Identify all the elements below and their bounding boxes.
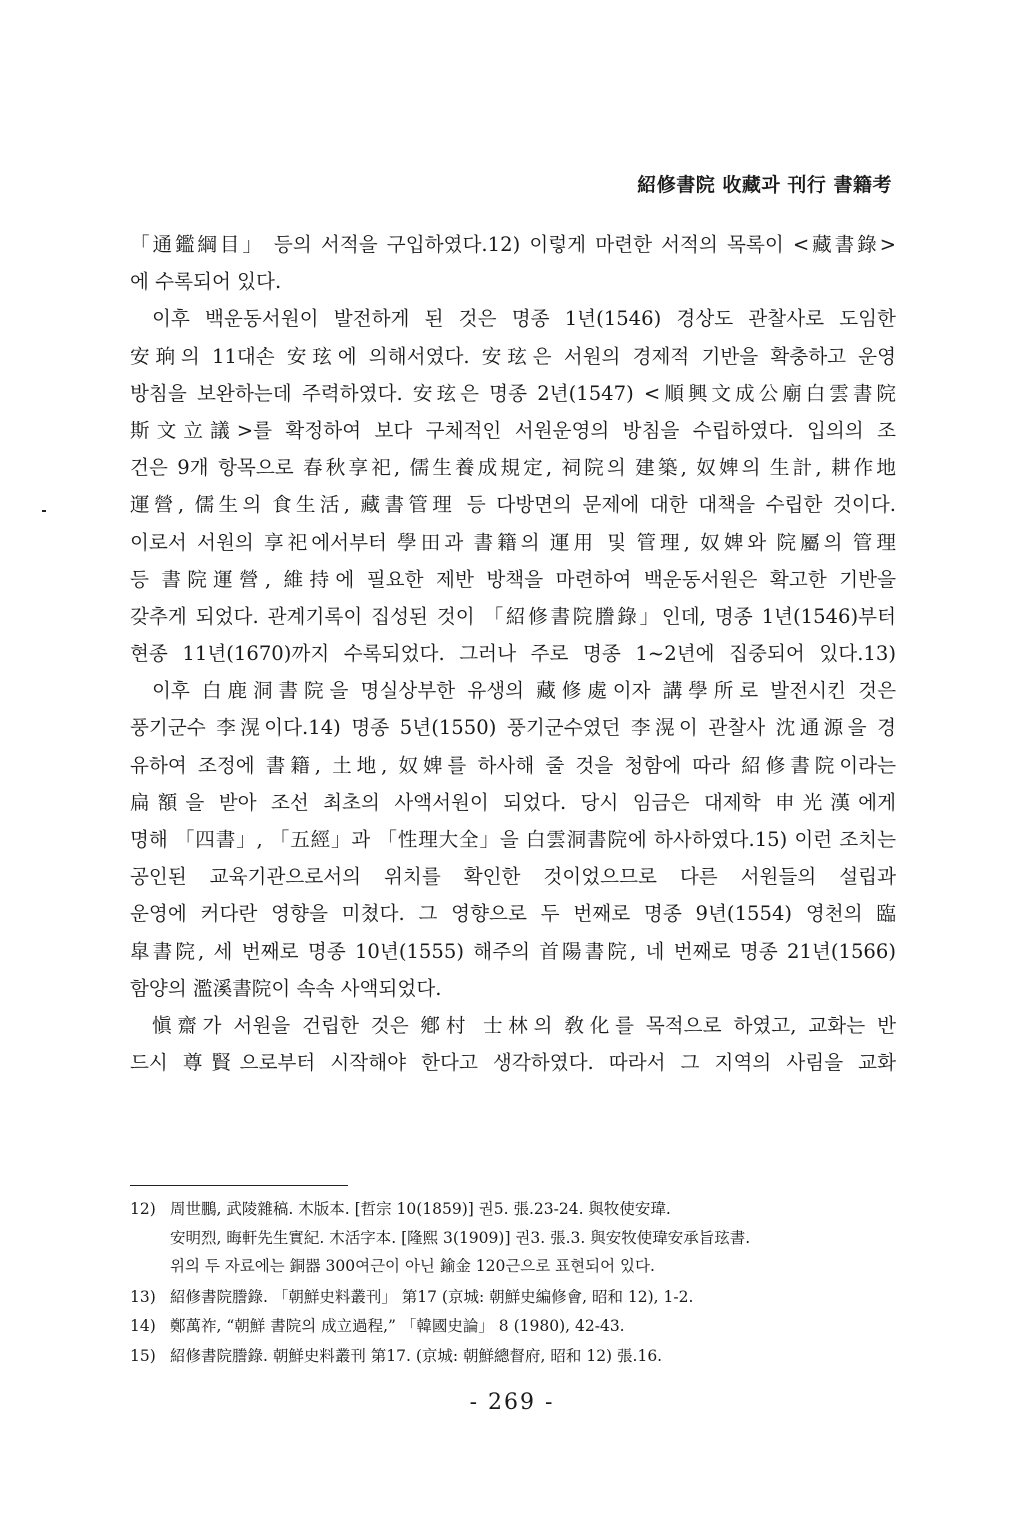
body-line: 이후 白鹿洞書院을 명실상부한 유생의 藏修處이자 講學所로 발전시킨 것은 bbox=[152, 679, 896, 703]
body-line: 에 수록되어 있다. bbox=[130, 270, 282, 294]
page-number: - 269 - bbox=[469, 1390, 555, 1415]
body-line: 현종 11년(1670)까지 수록되었다. 그러나 주로 명종 1~2년에 집중되어 있다.13) bbox=[130, 642, 896, 666]
body-line: 드시 尊賢으로부터 시작해야 한다고 생각하였다. 따라서 그 지역의 사림을 교화 bbox=[130, 1051, 896, 1075]
body-line: 愼齋가 서원을 건립한 것은 鄕村 士林의 敎化를 목적으로 하였고, 교화는 반 bbox=[152, 1013, 896, 1037]
body-line: 이후 백운동서원이 발전하게 된 것은 명종 1년(1546) 경상도 관찰사로 도임한 bbox=[152, 307, 896, 331]
footnote-13 bbox=[130, 1284, 900, 1311]
footnote-number: 15) bbox=[130, 1347, 156, 1365]
footnote-number: 13) bbox=[130, 1288, 156, 1306]
footnote-separator bbox=[130, 1185, 348, 1186]
footnote-number: 14) bbox=[130, 1317, 156, 1335]
body-line: 운영에 커다란 영향을 미쳤다. 그 영향으로 두 번째로 명종 9년(1554) 영천의 臨 bbox=[130, 902, 896, 926]
footnote-text: 安明烈, 晦軒先生實紀. 木活字本. [隆熙 3(1909)] 권3. 張.3. 與安牧使瑋安承旨玹書. bbox=[170, 1229, 751, 1247]
footnote-text: 周世鵬, 武陵雜稿. 木版本. [哲宗 10(1859)] 권5. 張.23-24. 與牧使安瑋. bbox=[170, 1200, 671, 1218]
footnote-12-cont bbox=[130, 1225, 900, 1252]
body-line: 「通鑑綱目」 등의 서적을 구입하였다.12) 이렇게 마련한 서적의 목록이 <藏書錄> bbox=[130, 233, 896, 256]
footnote-number: 12) bbox=[130, 1200, 156, 1218]
body-line: 명해 「四書」, 「五經」과 「性理大全」을 白雲洞書院에 하사하였다.15) 이런 조치는 bbox=[130, 828, 896, 851]
body-line: 풍기군수 李滉이다.14) 명종 5년(1550) 풍기군수였던 李滉이 관찰사 沈通源을 경 bbox=[130, 716, 896, 740]
footnote-text: 鄭萬祚, “朝鮮 書院의 成立過程,” 「韓國史論」 8 (1980), 42-43. bbox=[170, 1317, 625, 1335]
body-line: 斯文立議>를 확정하여 보다 구체적인 서원운영의 방침을 수립하였다. 입의의 조 bbox=[130, 418, 896, 442]
body-line: 갖추게 되었다. 관계기록이 집성된 것이 「紹修書院謄錄」인데, 명종 1년(1546)부터 bbox=[130, 604, 896, 628]
body-line: 安珦의 11대손 安玹에 의해서였다. 安玹은 서원의 경제적 기반을 확충하고 운영 bbox=[130, 344, 896, 368]
running-header: 紹修書院 收藏과 刊行 書籍考 bbox=[637, 174, 892, 196]
main-text bbox=[130, 226, 896, 1081]
footnote-text: 紹修書院謄錄. 「朝鮮史料叢刊」 第17 (京城: 朝鮮史編修會, 昭和 12), 1-2. bbox=[170, 1288, 694, 1306]
body-line: 皐書院, 세 번째로 명종 10년(1555) 해주의 首陽書院, 네 번째로 명종 21년(1566) bbox=[130, 939, 896, 963]
body-line: 함양의 濫溪書院이 속속 사액되었다. bbox=[130, 976, 442, 1000]
footnote-text: 紹修書院謄錄. 朝鮮史料叢刊 第17. (京城: 朝鮮總督府, 昭和 12) 張.16. bbox=[170, 1347, 663, 1365]
body-line: 방침을 보완하는데 주력하였다. 安玹은 명종 2년(1547) <順興文成公廟白雲書院 bbox=[130, 381, 896, 405]
footnote-12 bbox=[130, 1196, 900, 1223]
body-line: 이로서 서원의 享祀에서부터 學田과 書籍의 運用 및 管理, 奴婢와 院屬의 管理 bbox=[130, 530, 896, 554]
footnote-text: 위의 두 자료에는 銅器 300여근이 아닌 鍮金 120근으로 표현되어 있다. bbox=[170, 1257, 655, 1275]
body-line: 運營, 儒生의 食生活, 藏書管理 등 다방면의 문제에 대한 대책을 수립한 것이다. bbox=[130, 493, 896, 517]
body-line: 공인된 교육기관으로서의 위치를 확인한 것이었으므로 다른 서원들의 설립과 bbox=[130, 865, 896, 889]
body-line: 건은 9개 항목으로 春秋享祀, 儒生養成規定, 祠院의 建築, 奴婢의 生計, 耕作地 bbox=[130, 456, 896, 480]
body-line: 등 書院運營, 維持에 필요한 제반 방책을 마련하여 백운동서원은 확고한 기반을 bbox=[130, 567, 896, 591]
footnote-14 bbox=[130, 1313, 900, 1340]
body-line: 유하여 조정에 書籍, 土地, 奴婢를 하사해 줄 것을 청함에 따라 紹修書院이라는 bbox=[130, 753, 896, 777]
footnote-15 bbox=[130, 1343, 900, 1370]
scan-mark bbox=[42, 510, 46, 512]
footnote-12-cont bbox=[130, 1253, 900, 1280]
body-line: 扁額을 받아 조선 최초의 사액서원이 되었다. 당시 임금은 대제학 申光漢에게 bbox=[130, 790, 896, 814]
